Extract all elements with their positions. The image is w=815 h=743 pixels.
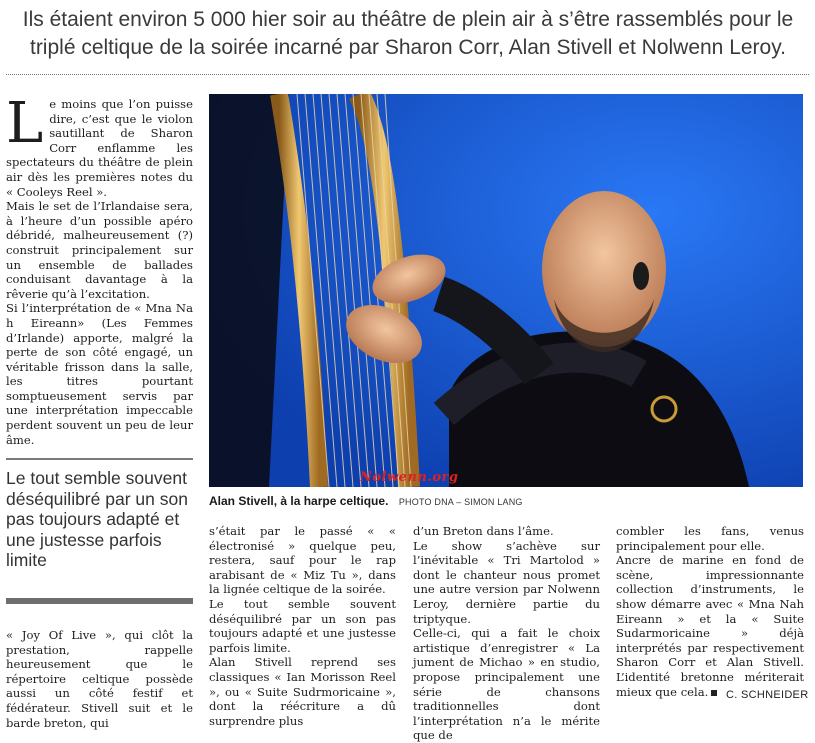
paragraph: combler les fans, venus principalement pour elle. (616, 524, 804, 553)
paragraph: « Joy Of Live », qui clôt la prestation, rappelle heureusement que le répertoire celtique possède aussi un côté festif et fédérateur. Stivell suit et le barde breton, qui (6, 628, 193, 730)
paragraph: d’un Breton dans l’âme. (413, 524, 554, 538)
headline-line-1: Ils étaient environ 5 000 hier soir au théâtre de plein air à s’être rassemblés pour le (22, 8, 794, 31)
column-1-continued (6, 628, 193, 730)
watermark: Nolwenn.org (360, 470, 459, 485)
paragraph: Le tout semble souvent déséquilibré par un son pas toujours adapté et une justesse parfois limite. (209, 596, 396, 655)
end-of-article-mark (711, 690, 717, 696)
column-3 (413, 524, 600, 743)
column-2 (209, 524, 396, 728)
caption-text: Alan Stivell, à la harpe celtique. (209, 494, 389, 508)
pull-quote: Le tout semble souvent déséquilibré par un son pas toujours adapté et une justesse parfois limite (6, 458, 193, 571)
drop-cap: L (6, 91, 44, 156)
paragraph: Mais le set de l’Irlandaise sera, à l’heure d’un possible apéro débridé, malheureusement (?) construit principalement sur un ensemble de ballades conduisant davantage à la rêverie qu’à l’excitation. (6, 199, 193, 301)
paragraph-text: Ancre de marine en fond de scène, impressionnante collection d’instruments, le show démarre avec « Mna Nah Eireann » et la « Suite Sudarmoricaine » déjà interprétés par respectivement Sharon Corr et Alan Stivell. L’identité bretonne mériterait mieux que cela. (616, 553, 804, 699)
paragraph: Si l’interprétation de « Mna Na h Eireann» (Les Femmes d’Irlande) apporte, malgré la perte de son côté engagé, un véritable frisson dans la salle, les titres pourtant somptueusement servis par une interprétation impeccable perdent souvent un peu de leur âme. (6, 301, 193, 447)
column-1 (6, 91, 193, 447)
column-4 (616, 524, 804, 699)
author-signature: C. SCHNEIDER (726, 689, 809, 701)
headline-divider (6, 74, 809, 75)
paragraph: Alan Stivell reprend ses classiques « Ian Morisson Reel », ou « Suite Sudrmoricaine », dont la réécriture a dû surprendre plus (209, 655, 396, 728)
photo-credit: PHOTO DNA – SIMON LANG (398, 497, 523, 507)
paragraph (616, 553, 804, 699)
paragraph: Le show s’achève sur l’inévitable « Tri Martolod » dont le chanteur nous promet une autre version par Nolwenn Leroy, dernière partie du triptyque. (413, 538, 600, 626)
photo-caption (209, 492, 803, 510)
pull-quote-bar (6, 598, 193, 604)
concert-photo (209, 94, 803, 487)
headline (8, 6, 808, 62)
headline-line-2: triplé celtique de la soirée incarné par Sharon Corr, Alan Stivell et Nolwenn Leroy. (29, 36, 787, 59)
paragraph: Celle-ci, qui a fait le choix artistique d’enregistrer « La jument de Michao » en studio, propose principalement une série de chansons traditionnelles dont l’interprétation n’a le mérite que de (413, 626, 600, 743)
harpist-photo-illustration (209, 94, 803, 487)
paragraph: e moins que l’on puisse dire, c’est que le violon sautillant de Sharon Corr enflamme les spectateurs du théâtre de plein air dès les premières notes du « Cooleys Reel ». (6, 97, 193, 199)
paragraph: s’était par le passé « « électronisé » quelque peu, restera, sauf pour le rap arabisant de « Miz Tu », dans la lignée celtique de la soirée. (209, 524, 396, 597)
